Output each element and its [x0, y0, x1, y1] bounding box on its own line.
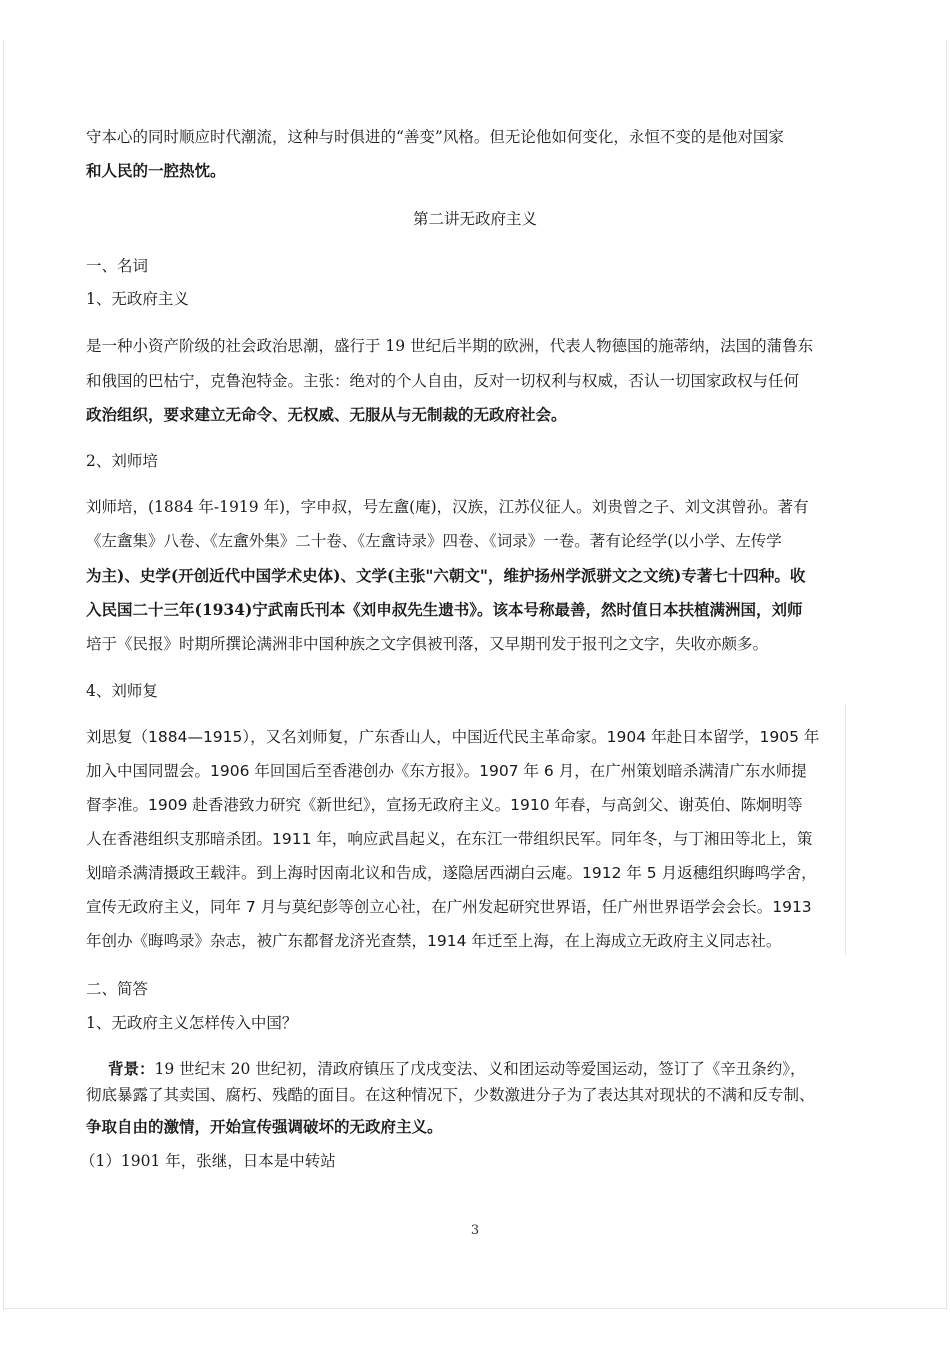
paragraph-line: 政治组织，要求建立无命令、无权威、无服从与无制裁的无政府社会。 — [86, 405, 567, 424]
item-title: 1、无政府主义 — [86, 290, 189, 308]
paragraph-line: 划暗杀满清摄政王载沣。到上海时因南北议和告成，遂隐居西湖白云庵。1912 年 5 月返穗组织晦鸣学舍， — [86, 864, 817, 882]
page-edge — [3, 1308, 947, 1309]
paragraph-line: 督李准。1909 赴香港致力研究《新世纪》，宣扬无政府主义。1910 年春，与高剑父、谢英伯、陈炯明等 — [86, 796, 803, 814]
section-heading: 二、简答 — [86, 980, 149, 998]
page-edge — [3, 40, 4, 1310]
page-number: 3 — [470, 1223, 480, 1238]
paragraph-line: 宣传无政府主义，同年 7 月与莫纪彭等创立心社，在广州发起研究世界语，任广州世界语学会会长。1913 — [86, 898, 812, 916]
paragraph-line: 入民国二十三年(1934)宁武南氏刊本《刘申叔先生遗书》。该本号称最善，然时值日本扶植满洲国，刘师 — [86, 600, 803, 619]
paragraph-line: 人在香港组织支那暗杀团。1911 年，响应武昌起义，在东江一带组织民军。同年冬，与丁湘田等北上，策 — [86, 830, 813, 848]
paragraph-line: 和俄国的巴枯宁，克鲁泡特金。主张：绝对的个人自由，反对一切权利与权威，否认一切国家政权与任何 — [86, 372, 800, 390]
intro-line: 和人民的一腔热忱。 — [86, 161, 226, 180]
paragraph-line: 加入中国同盟会。1906 年回国后至香港创办《东方报》。1907 年 6 月，在广州策划暗杀满清广东水师提 — [86, 762, 807, 780]
paragraph-line: 刘师培，(1884 年-1919 年)，字申叔，号左盦(庵)，汉族，江苏仪征人。刘贵曾之子、刘文淇曾孙。著有 — [86, 498, 809, 516]
item-title: 4、刘师复 — [86, 682, 158, 700]
lecture-title: 第二讲无政府主义 — [412, 210, 537, 228]
intro-line: 守本心的同时顺应时代潮流，这种与时俱进的“善变”风格。但无论他如何变化，永恒不变的是他对国家 — [86, 128, 784, 146]
scan-edge-mark — [845, 705, 846, 955]
paragraph-line: 《左盦集》八卷、《左盦外集》二十卷、《左盦诗录》四卷、《词录》一卷。著有论经学(以小学、左传学 — [86, 532, 782, 550]
section-heading: 一、名词 — [86, 257, 149, 275]
background-label: 背景： — [108, 1059, 155, 1078]
paragraph-line — [108, 1059, 888, 1079]
paragraph-line: 刘思复（1884—1915），又名刘师复，广东香山人，中国近代民主革命家。1904 年赴日本留学，1905 年 — [86, 728, 820, 746]
paragraph-line: 是一种小资产阶级的社会政治思潮，盛行于 19 世纪后半期的欧洲，代表人物德国的施蒂纳，法国的蒲鲁东 — [86, 337, 814, 355]
background-text: 19 世纪末 20 世纪初，清政府镇压了戊戌变法、义和团运动等爱国运动，签订了《辛丑条约》， — [154, 1060, 806, 1078]
paragraph-line: 年创办《晦鸣录》杂志，被广东都督龙济光查禁，1914 年迁至上海，在上海成立无政府主义同志社。 — [86, 932, 782, 950]
page-edge — [946, 40, 947, 1310]
paragraph-line: 培于《民报》时期所撰论满洲非中国种族之文字俱被刊落，又早期刊发于报刊之文字，失收亦颇多。 — [86, 635, 769, 653]
list-item: （1）1901 年，张继，日本是中转站 — [80, 1152, 336, 1170]
paragraph-line: 为主)、史学(开创近代中国学术史体)、文学(主张"六朝文"，维护扬州学派骈文之文统)专著七十四种。收 — [86, 566, 806, 585]
paragraph-line: 彻底暴露了其卖国、腐朽、残酷的面目。在这种情况下，少数激进分子为了表达其对现状的不满和反专制、 — [86, 1086, 815, 1104]
paragraph-line: 争取自由的激情，开始宣传强调破坏的无政府主义。 — [86, 1117, 443, 1136]
item-title: 2、刘师培 — [86, 452, 158, 470]
question-title: 1、无政府主义怎样传入中国？ — [86, 1014, 298, 1032]
